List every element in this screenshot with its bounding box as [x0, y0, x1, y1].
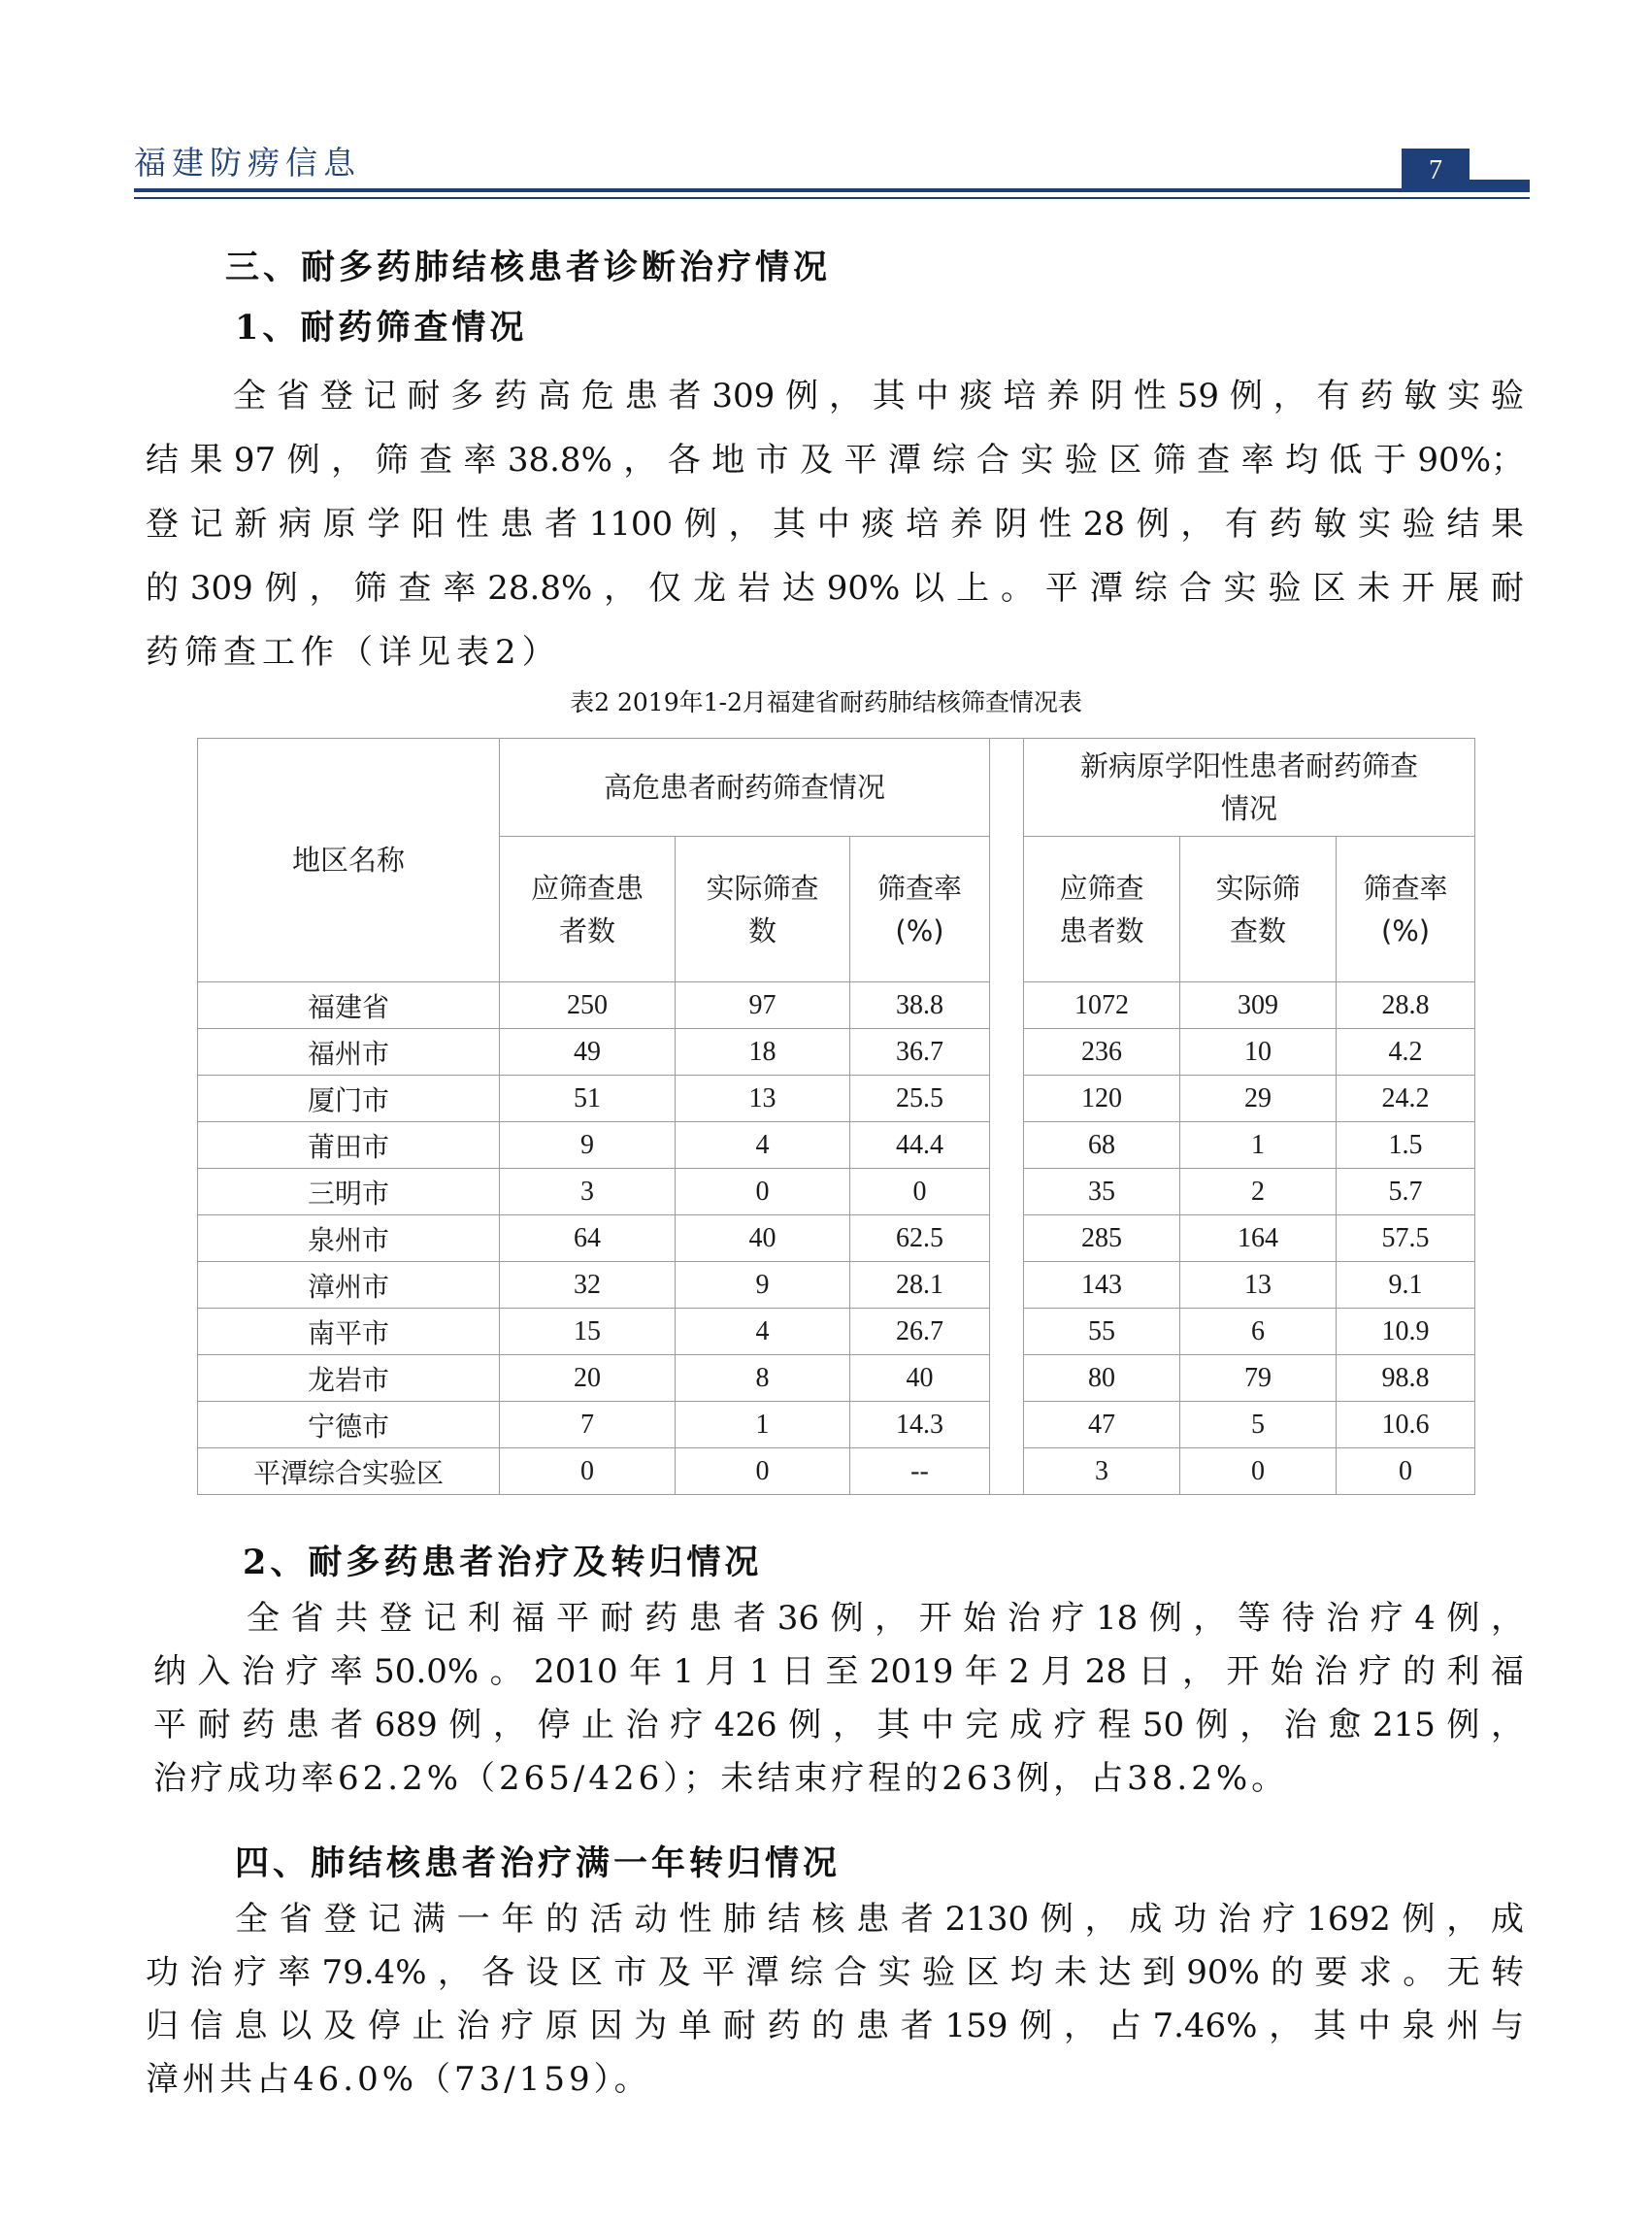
- value-cell: 0: [1337, 1448, 1475, 1495]
- table-row: [198, 1309, 1475, 1355]
- paragraph-line: 的309例，筛查率28.8%，仅龙岩达90%以上。平潭综合实验区未开展耐: [146, 569, 1524, 608]
- table-row: [198, 1076, 1475, 1122]
- value-cell: 32: [500, 1262, 676, 1309]
- value-cell: 0: [676, 1169, 850, 1215]
- paragraph-line: 漳州共占46.0%（73/159）。: [146, 2060, 651, 2099]
- table-row: [198, 1448, 1475, 1495]
- value-cell: 80: [1024, 1355, 1180, 1402]
- value-cell: 5.7: [1337, 1169, 1475, 1215]
- value-cell: 28.1: [850, 1262, 990, 1309]
- high-risk-group-header: 高危患者耐药筛查情况: [500, 739, 990, 837]
- treatment-paragraph: [153, 1592, 1524, 1806]
- column-separator: [990, 1402, 1024, 1448]
- table-row: [198, 1262, 1475, 1309]
- region-cell: 平潭综合实验区: [198, 1448, 500, 1495]
- table-caption: 表2 2019年1-2月福建省耐药肺结核筛查情况表: [570, 688, 1082, 716]
- screening-table: [197, 738, 1475, 1495]
- value-cell: 2: [1180, 1169, 1337, 1215]
- value-cell: 9: [500, 1122, 676, 1169]
- value-cell: 120: [1024, 1076, 1180, 1122]
- paragraph-line: 登记新病原学阳性患者1100例，其中痰培养阴性28例，有药敏实验结果: [146, 505, 1524, 544]
- header-line: 新病原学阳性患者耐药筛查: [1080, 749, 1419, 782]
- section-4-heading: 四、肺结核患者治疗满一年转归情况: [235, 1843, 842, 1883]
- value-cell: 35: [1024, 1169, 1180, 1215]
- header-tab-decoration: [1470, 180, 1530, 188]
- column-separator: [990, 1355, 1024, 1402]
- column-separator: [990, 1169, 1024, 1215]
- column-separator: [990, 1029, 1024, 1076]
- table-row: [198, 982, 1475, 1029]
- column-separator: [990, 1076, 1024, 1122]
- region-cell: 南平市: [198, 1309, 500, 1355]
- region-header: 地区名称: [198, 739, 500, 982]
- paragraph-line: 全省登记耐多药高危患者309例，其中痰培养阴性59例，有药敏实验: [233, 377, 1524, 415]
- value-cell: 285: [1024, 1215, 1180, 1262]
- value-cell: 1: [676, 1402, 850, 1448]
- value-cell: 309: [1180, 982, 1337, 1029]
- region-cell: 莆田市: [198, 1122, 500, 1169]
- value-cell: 68: [1024, 1122, 1180, 1169]
- value-cell: 0: [1180, 1448, 1337, 1495]
- table-row: [198, 1355, 1475, 1402]
- subsection-1-heading: 1、耐药筛查情况: [235, 308, 528, 348]
- column-separator: [990, 982, 1024, 1029]
- value-cell: 49: [500, 1029, 676, 1076]
- value-cell: 1: [1180, 1122, 1337, 1169]
- value-cell: 0: [850, 1169, 990, 1215]
- value-cell: 29: [1180, 1076, 1337, 1122]
- value-cell: 57.5: [1337, 1215, 1475, 1262]
- paragraph-line: 功治疗率79.4%，各设区市及平潭综合实验区均未达到90%的要求。无转: [146, 1953, 1524, 1992]
- value-cell: 44.4: [850, 1122, 990, 1169]
- value-cell: 51: [500, 1076, 676, 1122]
- table-row: [198, 1122, 1475, 1169]
- value-cell: 9: [676, 1262, 850, 1309]
- value-cell: 40: [676, 1215, 850, 1262]
- region-cell: 福州市: [198, 1029, 500, 1076]
- value-cell: 3: [500, 1169, 676, 1215]
- value-cell: 1.5: [1337, 1122, 1475, 1169]
- paragraph-line: 结果97例，筛查率38.8%，各地市及平潭综合实验区筛查率均低于90%；: [146, 441, 1524, 480]
- value-cell: 38.8: [850, 982, 990, 1029]
- value-cell: 10.6: [1337, 1402, 1475, 1448]
- value-cell: 18: [676, 1029, 850, 1076]
- paragraph-line: 治疗成功率62.2%（265/426）；未结束疗程的263例，占38.2%。: [153, 1759, 1289, 1798]
- value-cell: 13: [1180, 1262, 1337, 1309]
- region-cell: 宁德市: [198, 1402, 500, 1448]
- value-cell: 55: [1024, 1309, 1180, 1355]
- outcome-paragraph: [146, 1893, 1524, 2107]
- header-line: 情况: [1221, 792, 1278, 825]
- value-cell: 98.8: [1337, 1355, 1475, 1402]
- value-cell: 0: [676, 1448, 850, 1495]
- value-cell: 3: [1024, 1448, 1180, 1495]
- journal-title: 福建防痨信息: [134, 144, 361, 182]
- value-cell: 10: [1180, 1029, 1337, 1076]
- screening-paragraph: [146, 364, 1524, 684]
- value-cell: 62.5: [850, 1215, 990, 1262]
- region-cell: 福建省: [198, 982, 500, 1029]
- column-separator: [990, 1309, 1024, 1355]
- region-cell: 三明市: [198, 1169, 500, 1215]
- region-cell: 龙岩市: [198, 1355, 500, 1402]
- subsection-2-heading: 2、耐多药患者治疗及转归情况: [243, 1543, 763, 1582]
- paragraph-line: 药筛查工作（详见表2）: [146, 633, 561, 672]
- value-cell: 7: [500, 1402, 676, 1448]
- col-header-rate: 筛查率 (%): [1337, 837, 1475, 982]
- col-header-rate: 筛查率 (%): [850, 837, 990, 982]
- paragraph-line: 纳入治疗率50.0%。2010年1月1日至2019年2月28日，开始治疗的利福: [153, 1652, 1524, 1691]
- column-separator: [990, 837, 1024, 982]
- value-cell: 64: [500, 1215, 676, 1262]
- value-cell: 164: [1180, 1215, 1337, 1262]
- value-cell: 5: [1180, 1402, 1337, 1448]
- value-cell: 28.8: [1337, 982, 1475, 1029]
- value-cell: 143: [1024, 1262, 1180, 1309]
- value-cell: 0: [500, 1448, 676, 1495]
- column-separator: [990, 1122, 1024, 1169]
- value-cell: 6: [1180, 1309, 1337, 1355]
- paragraph-line: 归信息以及停止治疗原因为单耐药的患者159例，占7.46%，其中泉州与: [146, 2007, 1524, 2045]
- value-cell: 20: [500, 1355, 676, 1402]
- value-cell: 9.1: [1337, 1262, 1475, 1309]
- paragraph-line: 平耐药患者689例，停止治疗426例，其中完成疗程50例，治愈215例，: [153, 1706, 1524, 1744]
- paragraph-line: 全省共登记利福平耐药患者36例，开始治疗18例，等待治疗4例，: [247, 1599, 1524, 1638]
- value-cell: 10.9: [1337, 1309, 1475, 1355]
- value-cell: 250: [500, 982, 676, 1029]
- value-cell: 8: [676, 1355, 850, 1402]
- table-row: [198, 1169, 1475, 1215]
- table-row: [198, 1402, 1475, 1448]
- value-cell: 47: [1024, 1402, 1180, 1448]
- section-3-heading: 三、耐多药肺结核患者诊断治疗情况: [225, 248, 832, 287]
- value-cell: 14.3: [850, 1402, 990, 1448]
- column-separator: [990, 1448, 1024, 1495]
- value-cell: 1072: [1024, 982, 1180, 1029]
- region-cell: 泉州市: [198, 1215, 500, 1262]
- col-header-actual-screened: 实际筛查 数: [676, 837, 850, 982]
- value-cell: 13: [676, 1076, 850, 1122]
- table-row: [198, 1029, 1475, 1076]
- value-cell: 4: [676, 1122, 850, 1169]
- col-header-actual-screened: 实际筛 查数: [1180, 837, 1337, 982]
- column-separator: [990, 739, 1024, 837]
- region-cell: 厦门市: [198, 1076, 500, 1122]
- page-number: 7: [1402, 149, 1470, 191]
- header-rule-thick: [134, 188, 1530, 192]
- col-header-should-screen: 应筛查患 者数: [500, 837, 676, 982]
- column-separator: [990, 1215, 1024, 1262]
- value-cell: 4: [676, 1309, 850, 1355]
- value-cell: 36.7: [850, 1029, 990, 1076]
- paragraph-line: 全省登记满一年的活动性肺结核患者2130例，成功治疗1692例，成: [235, 1900, 1524, 1939]
- value-cell: 15: [500, 1309, 676, 1355]
- value-cell: 236: [1024, 1029, 1180, 1076]
- value-cell: 97: [676, 982, 850, 1029]
- value-cell: --: [850, 1448, 990, 1495]
- header-rule-thin: [134, 197, 1530, 199]
- value-cell: 26.7: [850, 1309, 990, 1355]
- value-cell: 79: [1180, 1355, 1337, 1402]
- value-cell: 25.5: [850, 1076, 990, 1122]
- value-cell: 4.2: [1337, 1029, 1475, 1076]
- value-cell: 24.2: [1337, 1076, 1475, 1122]
- table-row: [198, 1215, 1475, 1262]
- value-cell: 40: [850, 1355, 990, 1402]
- new-positive-group-header: [1024, 739, 1475, 837]
- col-header-should-screen: 应筛查 患者数: [1024, 837, 1180, 982]
- column-separator: [990, 1262, 1024, 1309]
- region-cell: 漳州市: [198, 1262, 500, 1309]
